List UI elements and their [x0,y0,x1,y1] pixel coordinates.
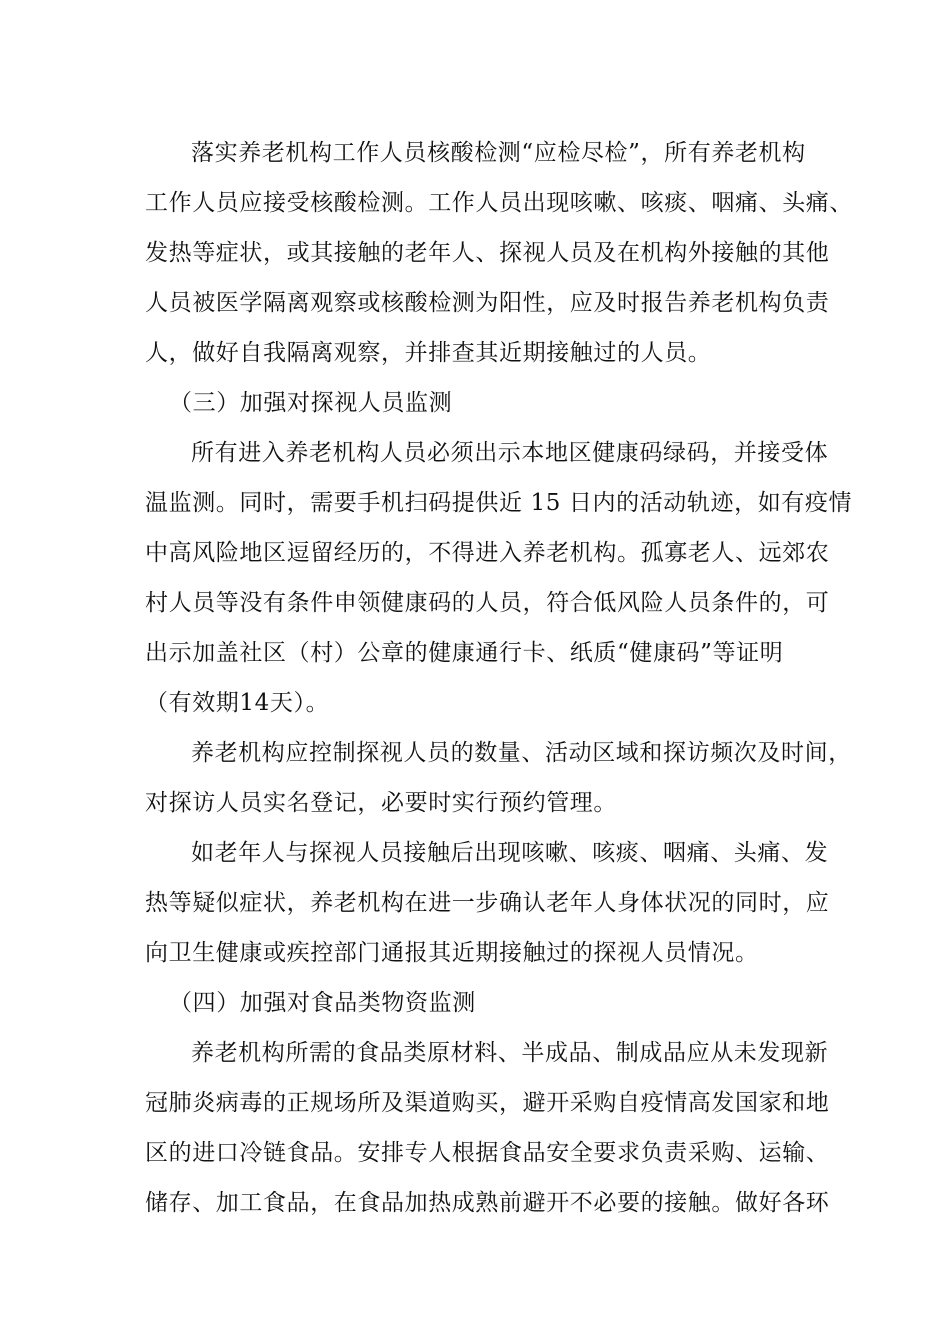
paragraph-line: 温监测。同时，需要手机扫码提供近 15 日内的活动轨迹，如有疫情 [145,490,853,516]
paragraph-line: 向卫生健康或疾控部门通报其近期接触过的探视人员情况。 [145,940,759,966]
paragraph-line: 发热等症状，或其接触的老年人、探视人员及在机构外接触的其他 [145,240,830,266]
paragraph-line: 热等疑似症状，养老机构在进一步确认老年人身体状况的同时，应 [145,890,830,916]
paragraph-line: 出示加盖社区（村）公章的健康通行卡、纸质“健康码”等证明 [145,640,784,666]
paragraph-line: 中高风险地区逗留经历的，不得进入养老机构。孤寡老人、远郊农 [145,540,830,566]
paragraph-line: 如老年人与探视人员接触后出现咳嗽、咳痰、咽痛、头痛、发 [191,840,829,866]
paragraph-line: 养老机构应控制探视人员的数量、活动区域和探访频次及时间， [191,740,852,766]
paragraph-line: 储存、加工食品，在食品加热成熟前避开不必要的接触。做好各环 [145,1190,830,1216]
paragraph-line: 工作人员应接受核酸检测。工作人员出现咳嗽、咳痰、咽痛、头痛、 [145,190,853,216]
paragraph-line: （有效期14天）。 [145,690,330,716]
paragraph-line: 人，做好自我隔离观察，并排查其近期接触过的人员。 [145,340,712,366]
section-heading-3: （三）加强对探视人员监测 [169,390,453,416]
paragraph-line: 村人员等没有条件申领健康码的人员，符合低风险人员条件的，可 [145,590,830,616]
paragraph-line: 养老机构所需的食品类原材料、半成品、制成品应从未发现新 [191,1040,829,1066]
paragraph-line: 落实养老机构工作人员核酸检测“应检尽检”，所有养老机构 [191,140,806,166]
paragraph-line: 区的进口冷链食品。安排专人根据食品安全要求负责采购、运输、 [145,1140,830,1166]
paragraph-line: 冠肺炎病毒的正规场所及渠道购买，避开采购自疫情高发国家和地 [145,1090,830,1116]
section-heading-4: （四）加强对食品类物资监测 [169,990,476,1016]
document-body [145,128,853,1228]
paragraph-line: 所有进入养老机构人员必须出示本地区健康码绿码，并接受体 [191,440,829,466]
paragraph-line: 人员被医学隔离观察或核酸检测为阳性，应及时报告养老机构负责 [145,290,830,316]
paragraph-line: 对探访人员实名登记，必要时实行预约管理。 [145,790,617,816]
